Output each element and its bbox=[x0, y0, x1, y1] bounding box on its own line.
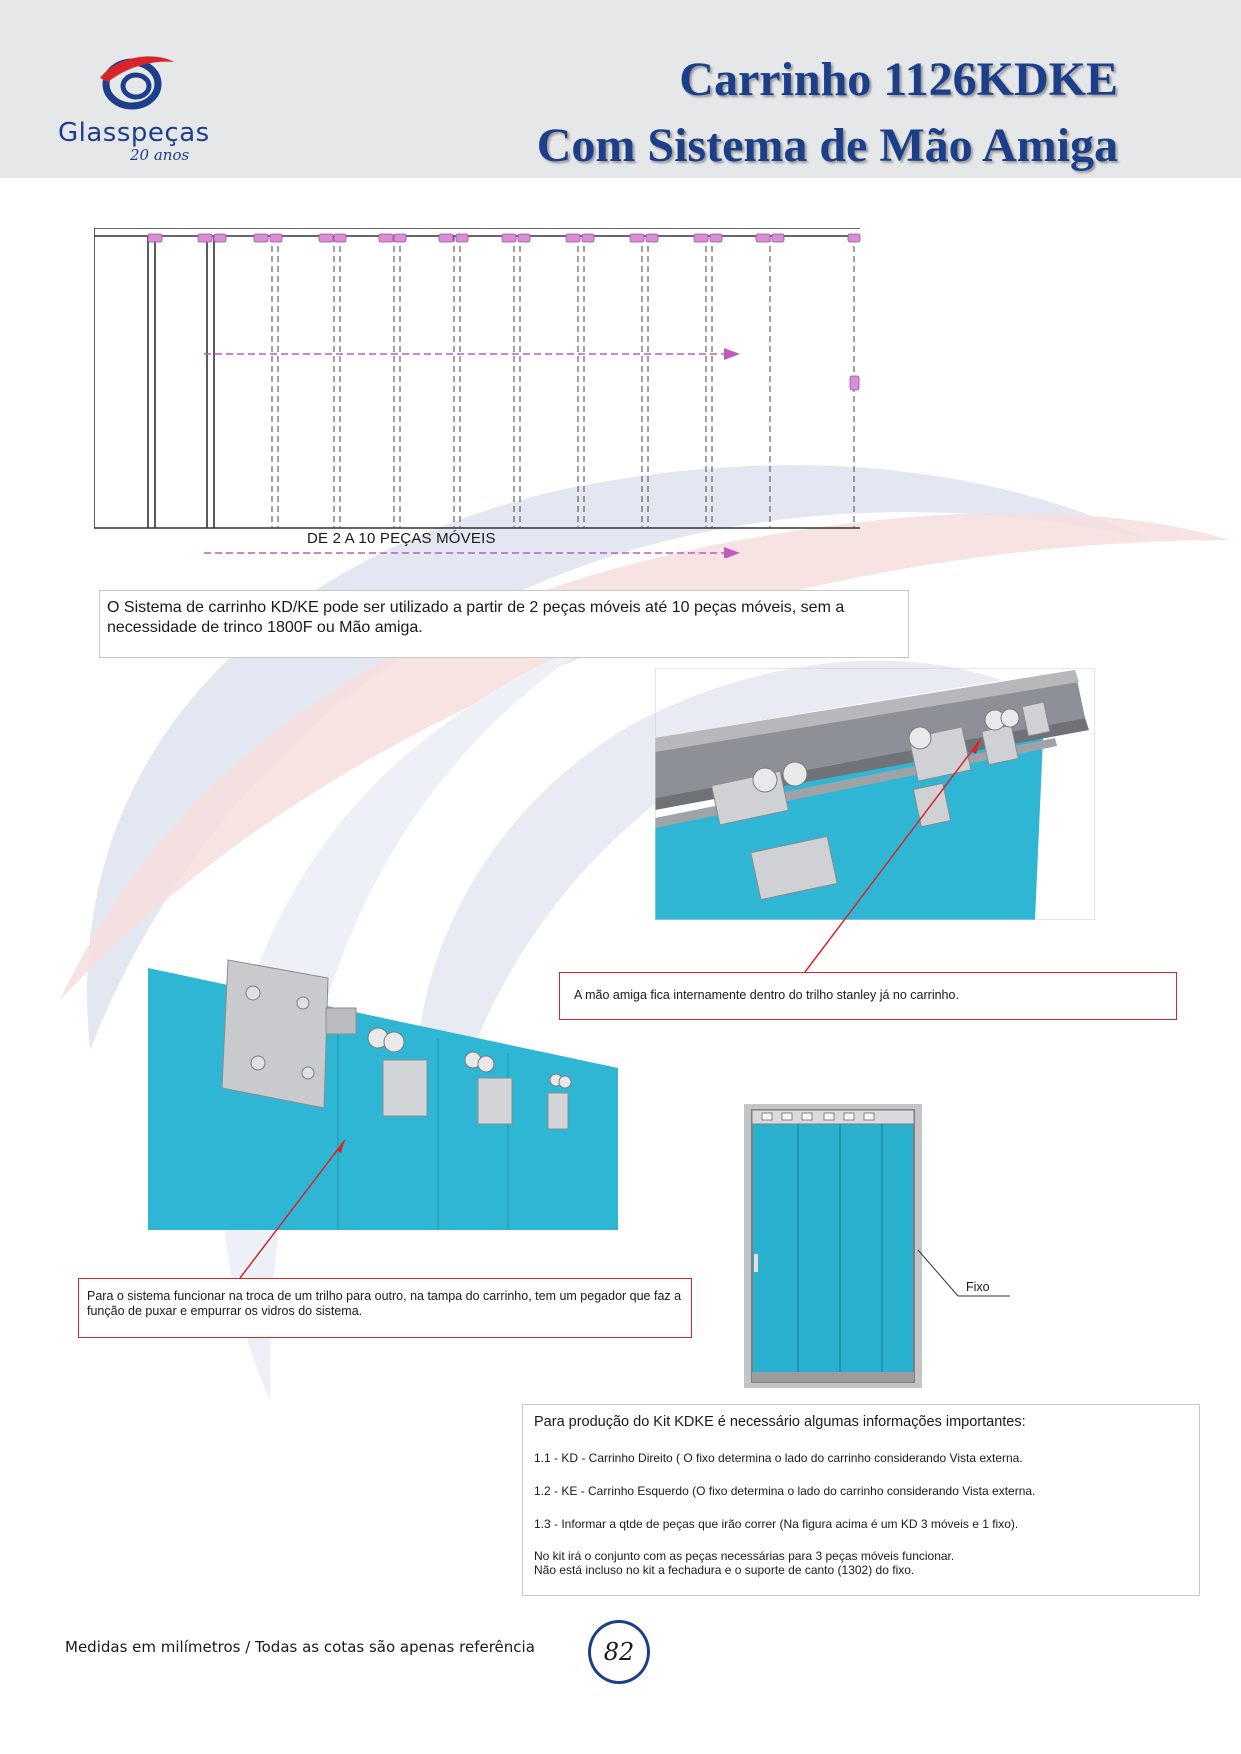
footer-disclaimer: Medidas em milímetros / Todas as cotas são apenas referência bbox=[65, 1638, 535, 1656]
intro-text: O Sistema de carrinho KD/KE pode ser utilizado a partir de 2 peças móveis até 10 peças móveis, sem a necessidade de trinco 1800F ou Mão amiga. bbox=[107, 599, 845, 636]
info-heading: Para produção do Kit KDKE é necessário algumas informações importantes: bbox=[534, 1414, 1026, 1430]
info-item-qty: 1.3 - Informar a qtde de peças que irão correr (Na figura acima é um KD 3 móveis e 1 fixo). bbox=[534, 1517, 1019, 1531]
info-note-kit: No kit irá o conjunto com as peças necessárias para 3 peças móveis funcionar. bbox=[534, 1549, 955, 1563]
diagram-label: DE 2 A 10 PEÇAS MÓVEIS bbox=[307, 530, 496, 547]
brand-tagline: 20 anos bbox=[130, 146, 190, 164]
callout-bottom-text: Para o sistema funcionar na troca de um trilho para outro, na tampa do carrinho, tem um pegador que faz a função de puxar e empurrar os vidros do sistema. bbox=[87, 1289, 682, 1318]
page-title-line-1: Carrinho 1126KDKE bbox=[679, 53, 1118, 106]
brand-name: Glasspeças bbox=[58, 118, 210, 148]
page-number: 82 bbox=[603, 1638, 635, 1666]
callout-top-text: A mão amiga fica internamente dentro do trilho stanley já no carrinho. bbox=[574, 988, 959, 1002]
page-number-badge bbox=[588, 1620, 650, 1684]
info-item-ke: 1.2 - KE - Carrinho Esquerdo (O fixo determina o lado do carrinho considerando Vista externa. bbox=[534, 1484, 1036, 1498]
fixo-label: Fixo bbox=[966, 1280, 990, 1294]
info-item-kd: 1.1 - KD - Carrinho Direito ( O fixo determina o lado do carrinho considerando Vista externa. bbox=[534, 1451, 1023, 1465]
page-title-line-2: Com Sistema de Mão Amiga bbox=[536, 119, 1118, 172]
info-note-exclusions: Não está incluso no kit a fechadura e o suporte de canto (1302) do fixo. bbox=[534, 1563, 915, 1577]
